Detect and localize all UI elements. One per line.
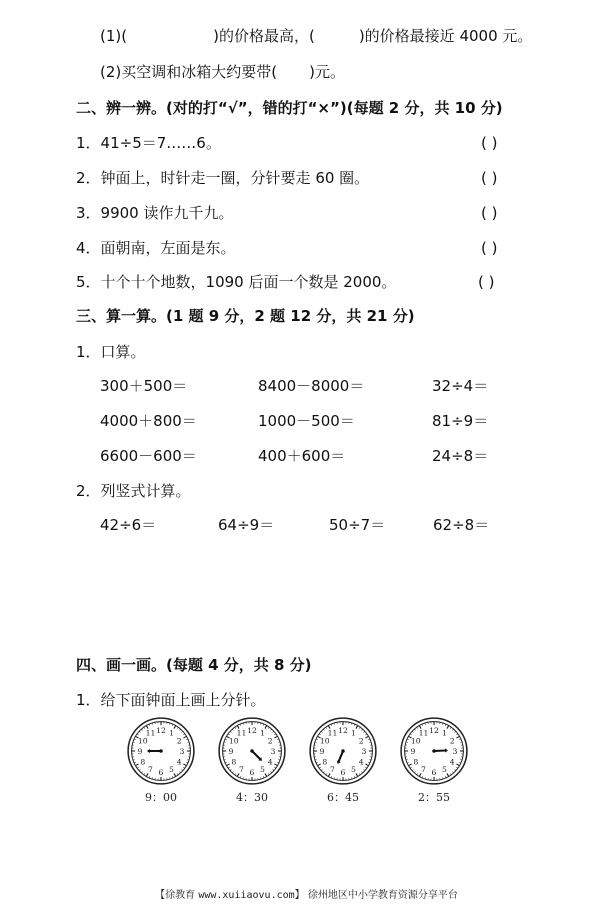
oral-r2-c1: 4000＋800＝ [100,412,197,430]
clock-numeral: 10 [410,736,421,746]
vertical-calc-2: 64÷9＝ [218,516,275,534]
oral-r3-c3: 24÷8＝ [432,447,489,465]
clock-tick [265,773,267,776]
judge-item-2: 2．钟面上，时针走一圈，分针要走 60 圈。 [76,169,370,187]
clock-tick [139,731,140,732]
clock-tick [271,729,272,730]
clock-center-dot [341,749,345,753]
oral-r1-c3: 32÷4＝ [432,377,489,395]
clock-numeral: 12 [338,725,348,735]
clock-tick [364,770,365,771]
judge-answer-4[interactable]: ( ) [481,239,498,257]
clock-tick [274,764,277,766]
clock-tick [174,726,176,729]
clock-numeral: 11 [236,728,247,738]
clock-numeral: 3 [361,746,367,756]
clock-numeral: 3 [452,746,458,756]
clock-tick [447,726,449,729]
clock-numeral: 4 [449,757,455,767]
clock-numeral: 5 [169,764,174,774]
oral-r1-c1: 300＋500＝ [100,377,188,395]
vertical-calc-3: 50÷7＝ [329,516,386,534]
clock-tick [183,764,186,766]
clock-tick [453,729,454,730]
clock-tick [318,764,321,766]
clock-tick [136,764,139,766]
clock-numeral: 2 [267,736,273,746]
page-footer [0,889,613,903]
clock-tick [362,729,363,730]
clock-numeral: 1 [442,728,447,738]
clock-time-2: 4：30 [236,791,268,804]
clock-tick [180,772,181,773]
clock-face-4[interactable] [399,716,469,786]
clock-tick [409,764,412,766]
clock-time-4: 2：55 [418,791,450,804]
clock-tick [414,772,415,773]
clock-numeral: 11 [145,728,156,738]
judge-item-4: 4．面朝南，左面是东。 [76,239,236,257]
vertical-calc-1: 42÷6＝ [100,516,157,534]
clock-tick [232,772,233,773]
clock-numeral: 1 [169,728,174,738]
clock-tick [323,729,324,730]
clock-numeral: 1 [351,728,356,738]
judge-answer-5[interactable]: ( ) [478,273,495,291]
clock-face-3[interactable] [308,716,378,786]
hour-hand-tip [445,748,448,752]
clock-tick [453,772,454,773]
footer-brand: 【徐教育 [155,890,199,901]
q2-post: )元。 [309,63,345,81]
clock-numeral: 4 [176,757,182,767]
q1-line [100,26,532,46]
clock-time-1: 9：00 [145,791,177,804]
clock-tick [447,773,449,776]
judge-item-3: 3．9900 读作九千九。 [76,204,234,222]
clock-tick [139,770,140,771]
clock-tick [230,731,231,732]
clock-face-1[interactable] [126,716,196,786]
oral-r3-c1: 6600－600＝ [100,447,197,465]
clock-tick [182,770,183,771]
clock-tick [414,729,415,730]
clock-tick [456,736,459,738]
q1-mid: )的价格最高，( [213,27,315,45]
clock-numeral: 7 [239,764,244,774]
clock-numeral: 10 [319,736,330,746]
clock-numeral: 5 [260,764,265,774]
clock-numeral: 7 [330,764,335,774]
clock-tick [230,770,231,771]
clock-tick [365,736,368,738]
q2-line [100,62,345,82]
oral-calc-heading: 1．口算。 [76,343,146,361]
oral-r2-c3: 81÷9＝ [432,412,489,430]
clock-numeral: 6 [431,767,437,777]
clock-numeral: 4 [358,757,364,767]
clock-tick [456,764,459,766]
clock-numeral: 6 [249,767,255,777]
clock-tick [455,731,456,732]
clock-numeral: 11 [327,728,338,738]
clock-tick [182,731,183,732]
clock-numeral: 3 [270,746,276,756]
clock-tick [174,773,176,776]
clock-tick [141,729,142,730]
clock-numeral: 2 [449,736,455,746]
clock-numeral: 2 [358,736,364,746]
clock-numeral: 1 [260,728,265,738]
oral-r2-c2: 1000－500＝ [258,412,355,430]
clock-numeral: 9 [410,746,416,756]
clock-tick [273,731,274,732]
clock-tick [227,764,230,766]
clock-tick [180,729,181,730]
clock-tick [321,731,322,732]
clock-tick [323,772,324,773]
clock-numeral: 8 [231,757,237,767]
clock-numeral: 12 [247,725,257,735]
clock-tick [412,731,413,732]
clock-numeral: 12 [156,725,166,735]
clock-tick [364,731,365,732]
vertical-calc-4: 62÷8＝ [433,516,490,534]
clock-center-dot [159,749,163,753]
clock-numeral: 9 [228,746,234,756]
clock-numeral: 6 [340,767,346,777]
clock-numeral: 12 [429,725,439,735]
clock-tick [356,726,358,729]
draw-clock-heading: 1．给下面钟面上画上分针。 [76,691,266,709]
oral-r1-c2: 8400－8000＝ [258,377,365,395]
clock-tick [412,770,413,771]
clock-center-dot [250,749,254,753]
clock-numeral: 2 [176,736,182,746]
clock-tick [232,729,233,730]
clock-tick [271,772,272,773]
clock-tick [362,772,363,773]
clock-center-dot [432,749,436,753]
clock-numeral: 7 [148,764,153,774]
section4-title: 四、画一画。(每题 4 分，共 8 分) [76,656,312,674]
judge-item-5: 5．十个十个地数，1090 后面一个数是 2000。 [76,273,397,291]
clock-tick [356,773,358,776]
clock-numeral: 5 [351,764,356,774]
q1-pre: (1)( [100,27,128,45]
vertical-calc-heading: 2．列竖式计算。 [76,482,191,500]
judge-answer-1[interactable]: ( ) [481,134,498,152]
clock-tick [321,770,322,771]
clock-tick [141,772,142,773]
judge-item-1: 1．41÷5＝7……6。 [76,134,221,152]
footer-url[interactable]: www.xuiiaovu.com [198,890,295,901]
clock-numeral: 11 [418,728,429,738]
clock-tick [183,736,186,738]
clock-numeral: 8 [140,757,146,767]
clock-tick [455,770,456,771]
clock-numeral: 5 [442,764,447,774]
clock-numeral: 10 [137,736,148,746]
clock-numeral: 6 [158,767,164,777]
q1-post: )的价格最接近 4000 元。 [358,27,533,45]
section3-title: 三、算一算。(1 题 9 分，2 题 12 分，共 21 分) [76,307,415,325]
clock-face-2[interactable] [217,716,287,786]
judge-answer-3[interactable]: ( ) [481,204,498,222]
clock-numeral: 8 [413,757,419,767]
judge-answer-2[interactable]: ( ) [481,169,498,187]
clock-tick [273,770,274,771]
clock-numeral: 8 [322,757,328,767]
hour-hand-tip [147,749,150,753]
section2-title: 二、辨一辨。(对的打“√”，错的打“×”)(每题 2 分，共 10 分) [76,99,503,117]
clock-numeral: 9 [319,746,325,756]
clock-numeral: 10 [228,736,239,746]
q2-pre: (2)买空调和冰箱大约要带( [100,63,278,81]
footer-rest: 】 徐州地区中小学教育资源分享平台 [294,890,458,901]
clock-numeral: 4 [267,757,273,767]
clock-tick [265,726,267,729]
clock-numeral: 7 [421,764,426,774]
clock-tick [365,764,368,766]
oral-r3-c2: 400＋600＝ [258,447,346,465]
clock-numeral: 3 [179,746,185,756]
clock-numeral: 9 [137,746,143,756]
clock-tick [274,736,277,738]
clock-time-3: 6：45 [327,791,359,804]
